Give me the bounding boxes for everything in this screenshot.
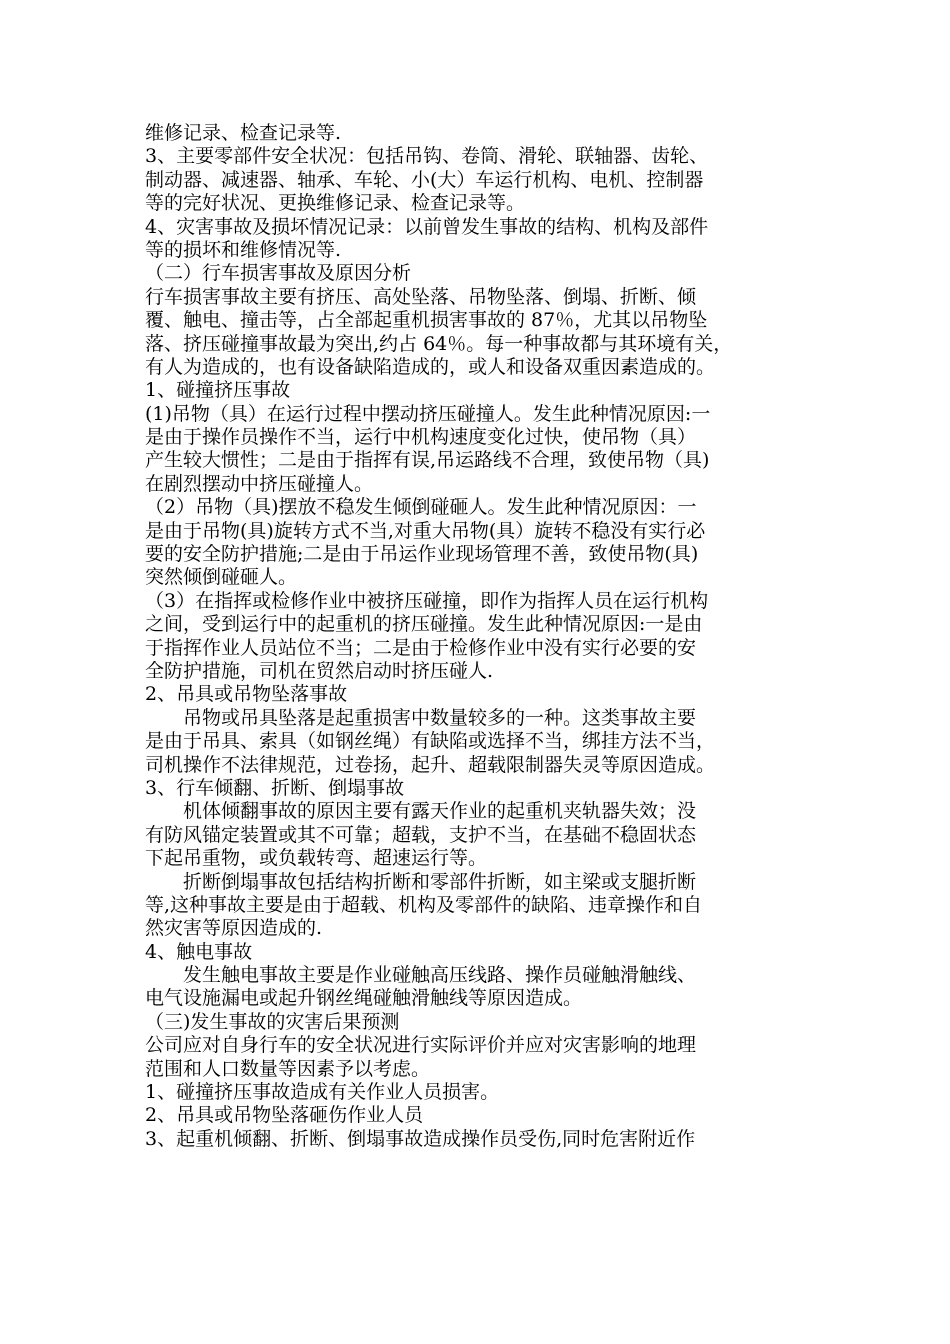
text-line: 机体倾翻事故的原因主要有露天作业的起重机夹轨器失效；没 xyxy=(183,800,697,823)
text-line: 下起吊重物，或负载转弯、超速运行等。 xyxy=(145,847,488,870)
text-line: 维修记录、检查记录等. xyxy=(145,122,342,144)
text-line: 范围和人口数量等因素予以考虑。 xyxy=(145,1057,431,1080)
text-line: 突然倾倒碰砸人。 xyxy=(145,566,298,589)
text-line: （3）在指挥或检修作业中被挤压碰撞，即作为指挥人员在运行机构 xyxy=(145,589,709,612)
text-line: 有防风锚定装置或其不可靠；超载，支护不当，在基础不稳固状态 xyxy=(145,823,697,846)
text-line: 是由于操作员操作不当，运行中机构速度变化过快，使吊物（具） xyxy=(145,426,697,449)
text-line: 在剧烈摆动中挤压碰撞人。 xyxy=(145,472,374,495)
text-line: 制动器、减速器、轴承、车轮、小(大）车运行机构、电机、控制器 xyxy=(145,168,704,191)
text-line: 司机操作不法律规范，过卷扬，起升、超载限制器失灵等原因造成。 xyxy=(145,753,716,776)
text-line: 1、碰撞挤压事故 xyxy=(145,379,291,402)
text-line: (1)吊物（具）在运行过程中摆动挤压碰撞人。发生此种情况原因:一 xyxy=(145,402,711,425)
text-line: 3、起重机倾翻、折断、倒塌事故造成操作员受伤,同时危害附近作 xyxy=(145,1127,696,1150)
text-line: 行车损害事故主要有挤压、高处坠落、吊物坠落、倒塌、折断、倾 xyxy=(145,285,697,308)
text-line: 是由于吊物(具)旋转方式不当,对重大吊物(具）旋转不稳没有实行必 xyxy=(145,519,706,542)
text-line: 3、行车倾翻、折断、倒塌事故 xyxy=(145,776,405,799)
text-line: 等的完好状况、更换维修记录、检查记录等。 xyxy=(145,192,526,215)
text-line: 然灾害等原因造成的. xyxy=(145,917,323,940)
text-line: 公司应对自身行车的安全状况进行实际评价并应对灾害影响的地理 xyxy=(145,1034,697,1057)
text-line: 等,这种事故主要是由于超载、机构及零部件的缺陷、违章操作和自 xyxy=(145,893,703,916)
text-line: （三)发生事故的灾害后果预测 xyxy=(145,1010,400,1033)
text-line: （2）吊物（具)摆放不稳发生倾倒碰砸人。发生此种情况原因：一 xyxy=(145,496,697,519)
text-line: 于指挥作业人员站位不当；二是由于检修作业中没有实行必要的安 xyxy=(145,636,697,659)
text-line: 发生触电事故主要是作业碰触高压线路、操作员碰触滑触线、 xyxy=(183,964,697,987)
text-line: 落、挤压碰撞事故最为突出,约占 64％。每一种事故都与其环境有关， xyxy=(145,332,733,355)
text-line: 2、吊具或吊物坠落事故 xyxy=(145,683,348,706)
text-line: 有人为造成的，也有设备缺陷造成的，或人和设备双重因素造成的。 xyxy=(145,355,716,378)
text-line: 吊物或吊具坠落是起重损害中数量较多的一种。这类事故主要 xyxy=(183,706,697,729)
text-line: 要的安全防护措施;二是由于吊运作业现场管理不善，致使吊物(具) xyxy=(145,543,699,566)
text-line: 等的损坏和维修情况等. xyxy=(145,238,342,261)
text-line: 覆、触电、撞击等，占全部起重机损害事故的 87％，尤其以吊物坠 xyxy=(145,309,708,332)
text-line: 是由于吊具、索具（如钢丝绳）有缺陷或选择不当，绑挂方法不当， xyxy=(145,730,716,753)
text-line: 产生较大惯性；二是由于指挥有误,吊运路线不合理，致使吊物（具) xyxy=(145,449,710,472)
document-body xyxy=(145,122,810,1151)
text-line: 折断倒塌事故包括结构折断和零部件折断，如主梁或支腿折断 xyxy=(183,870,697,893)
text-line: 电气设施漏电或起升钢丝绳碰触滑触线等原因造成。 xyxy=(145,987,583,1010)
text-line: 3、主要零部件安全状况：包括吊钩、卷筒、滑轮、联轴器、齿轮、 xyxy=(145,145,709,168)
text-line: 之间，受到运行中的起重机的挤压碰撞。发生此种情况原因:一是由 xyxy=(145,613,703,636)
text-line: 4、灾害事故及损坏情况记录：以前曾发生事故的结构、机构及部件 xyxy=(145,215,709,238)
text-line: 2、吊具或吊物坠落砸伤作业人员 xyxy=(145,1104,424,1127)
text-line: 1、碰撞挤压事故造成有关作业人员损害。 xyxy=(145,1081,500,1104)
text-line: 全防护措施，司机在贸然启动时挤压碰人. xyxy=(145,659,494,682)
text-line: 4、触电事故 xyxy=(145,940,253,963)
text-line: （二）行车损害事故及原因分析 xyxy=(145,262,412,285)
